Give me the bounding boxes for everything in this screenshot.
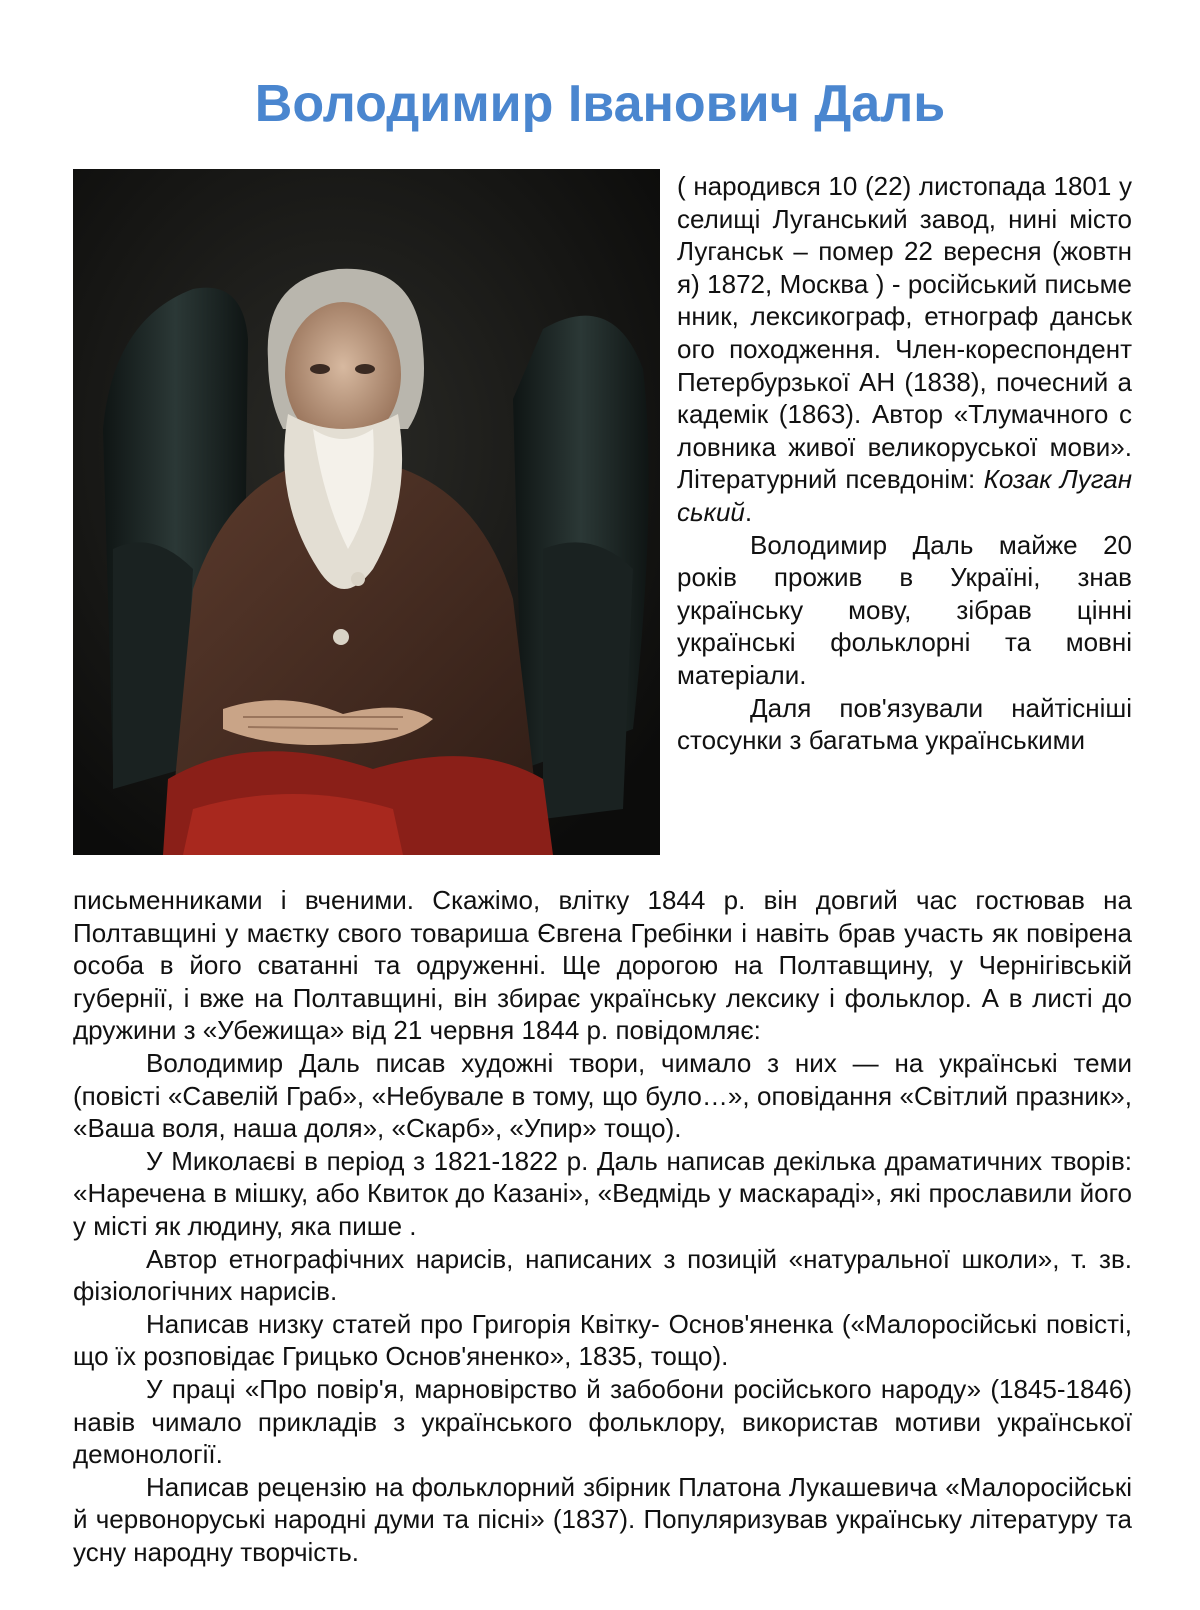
- paragraph-ukraine: Володимир Даль майже 20 років прожив в Україні, знав українську мову, зібрав цінні українські фольклорні та мовні матеріали.: [677, 529, 1132, 690]
- paragraph-works: Володимир Даль писав художні твори, чимало з них — на українські теми (повісті «Савелій Граб», «Небувале в тому, що було…», оповідання «Світлий празник», «Ваша воля, наша доля», «Скарб», «Упир» тощо).: [73, 1047, 1132, 1144]
- paragraph-mykolaiv: У Миколаєві в період з 1821-1822 р. Даль написав декілька драматичних творів: «Наречена в мішку, або Квиток до Казані», «Ведмідь у маскараді», які прославили його у місті як людину, яка пише .: [73, 1145, 1132, 1241]
- side-text-block: [677, 170, 1132, 757]
- page-title: Володимир Іванович Даль: [254, 75, 946, 133]
- biography-text: ( народився 10 (22) листопада 1801 у селищі Луганський завод, нині місто Луганськ – помер 22 вересня (жовтня) 1872, Москва ) - російський письменник, лексикограф, етнограф данського походження. Член-кореспондент Петербурзької АН (1838), почесний академік (1863). Автор «Тлумачного словника живої великоруської мови». Літературний псевдонім:: [677, 171, 1132, 495]
- paragraph-ethnography: Автор етнографічних нарисів, написаних з позицій «натуральної школи», т. зв. фізіологічних нарисів.: [73, 1243, 1132, 1307]
- main-text-block: [73, 884, 1132, 1568]
- paragraph-relations-cont: письменниками і вченими. Скажімо, влітку 1844 р. він довгий час гостював на Полтавщині у маєтку свого товариша Євгена Гребінки і навіть брав участь як повірена особа в його сватанні та одруженні. Ще дорогою на Полтавщину, у Чернігівській губернії, і вже на Полтавщині, він збирає українську лексику і фольклор. А в листі до дружини з «Убежища» від 21 червня 1844 р. повідомляє:: [73, 885, 1132, 1046]
- pseudonym: Козак Луганський: [677, 464, 1132, 527]
- paragraph-relations-start: Даля пов'язували найтісніші стосунки з багатьма українськими: [677, 692, 1132, 756]
- biography-end: .: [744, 496, 753, 527]
- paragraph-review: Написав рецензію на фольклорний збірник Платона Лукашевича «Малоросійські й червоноруські народні думи та пісні» (1837). Популяризував українську літературу та усну народну творчість.: [73, 1471, 1132, 1567]
- paragraph-biography: [677, 170, 1132, 529]
- portrait-image: [73, 169, 660, 855]
- paragraph-superstitions: У праці «Про повір'я, марновірство й забобони російського народу» (1845-1846) навів чимало прикладів з українського фольклору, використав мотиви української демонології.: [73, 1373, 1132, 1470]
- paragraph-kvitka: Написав низку статей про Григорія Квітку- Основ'яненка («Малоросійські повісті, що їх розповідає Грицько Основ'яненко», 1835, тощо).: [73, 1308, 1132, 1372]
